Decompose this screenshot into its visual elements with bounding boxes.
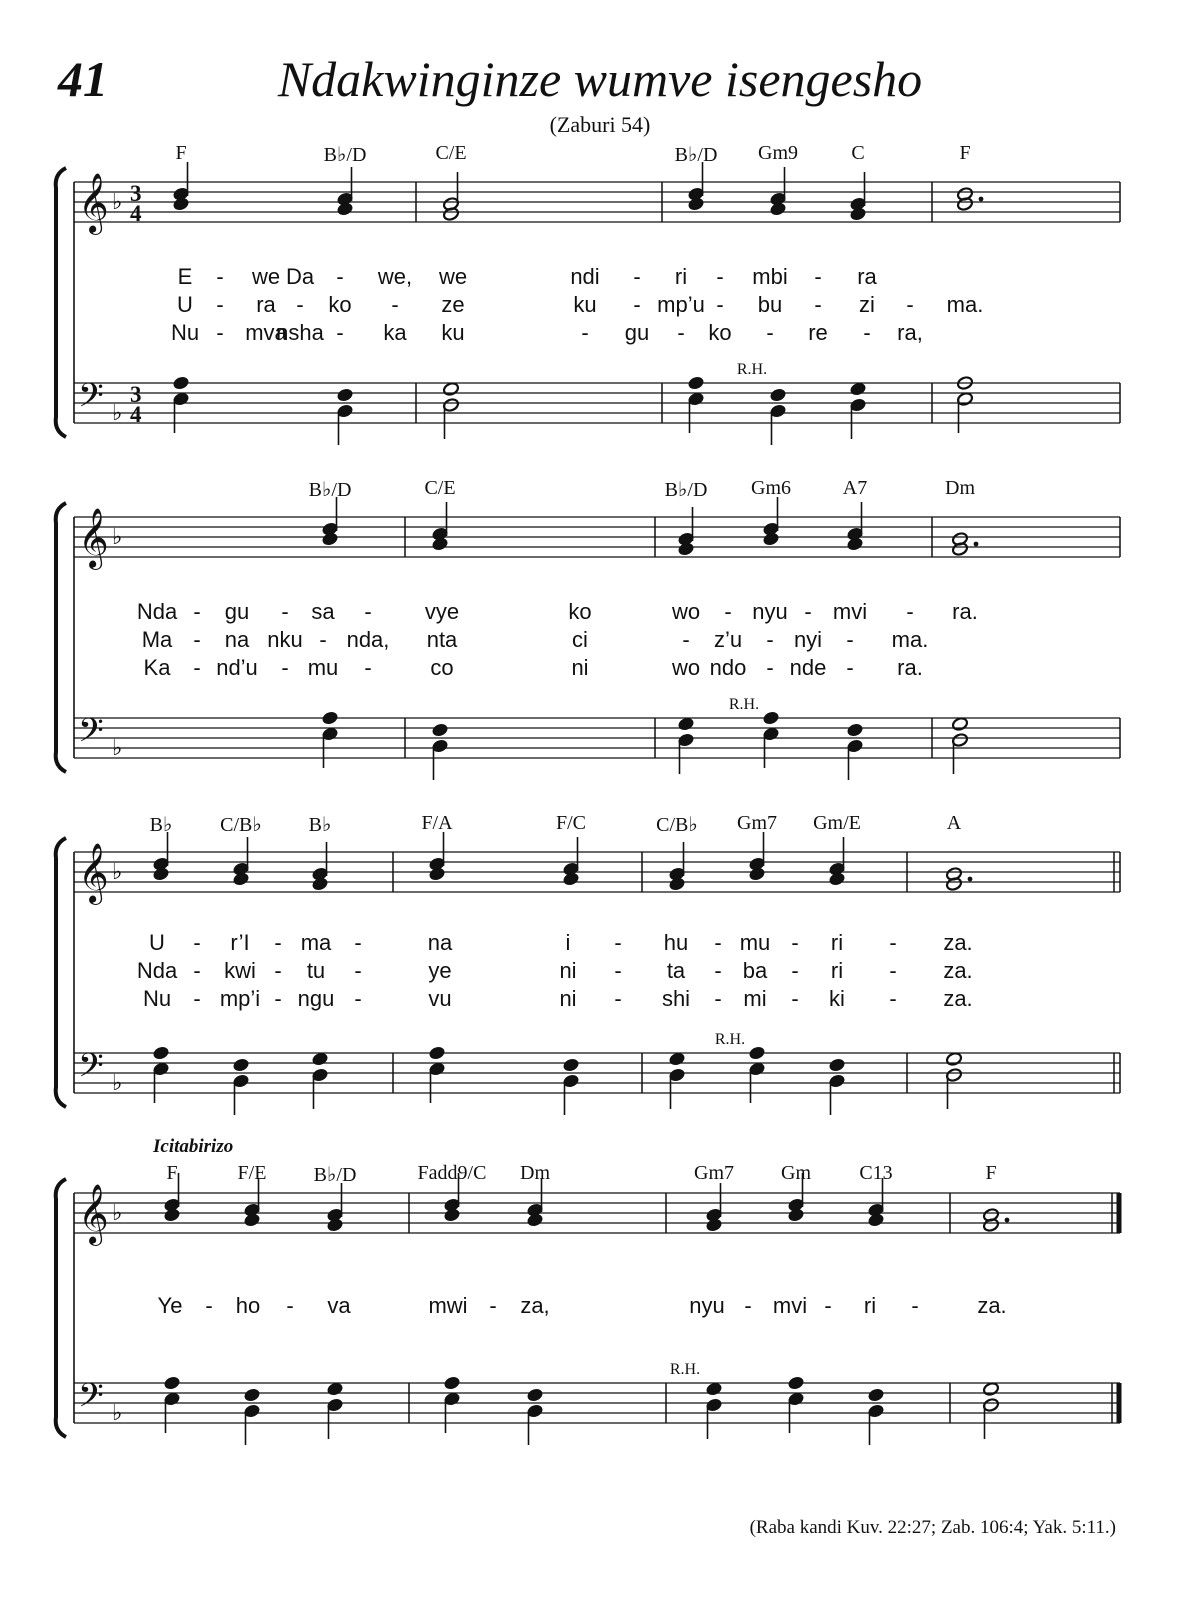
lyric-syllable: ma. [891,627,929,652]
lyric-syllable: i [565,930,571,955]
system-bracket [56,838,66,1107]
lyric-syllable: - [911,1293,919,1318]
lyric-syllable: vye [424,599,460,624]
key-signature-flat-icon: ♭ [112,190,123,215]
lyric-syllable: na [224,627,250,652]
bass-note-head [687,375,704,390]
lyric-syllable: - [744,1293,752,1318]
treble-note-head [326,1217,343,1232]
lyric-syllable: Ma [141,627,173,652]
song-title: Ndakwinginze wumve isengesho [277,51,923,107]
lyric-syllable: ka [383,320,407,345]
lyric-syllable: va [327,1293,351,1318]
lyric-syllable: Nu [170,320,200,345]
lyric-syllable: - [846,627,854,652]
chord-symbol: C/E [435,142,467,164]
lyric-syllable: wo [671,599,701,624]
bass-note-head [172,375,189,390]
lyric-syllable: - [716,292,724,317]
lyric-syllable: gu [624,320,650,345]
lyric-syllable: - [889,986,897,1011]
treble-note-head [867,1212,884,1227]
lyric-syllable: - [814,292,822,317]
lyric-syllable: Da [285,264,315,289]
lyric-syllable: za. [943,986,973,1011]
chord-symbol: Gm7 [694,1162,734,1184]
lyric-syllable: tu [306,958,326,983]
lyric-syllable: mvi [832,599,868,624]
treble-note-head [748,866,765,881]
lyric-syllable: ko [328,292,352,317]
treble-note-head [787,1207,804,1222]
lyric-syllable: ma [300,930,332,955]
song-subtitle: (Zaburi 54) [549,112,651,137]
bass-note-head [945,1051,962,1066]
chord-symbol: B♭/D [664,479,708,501]
bass-note-head [668,1051,685,1066]
rh-marking: R.H. [736,361,768,378]
lyric-syllable: co [430,655,454,680]
treble-note-head [443,1207,460,1222]
treble-note-head [705,1217,722,1232]
chord-symbol: F [959,142,971,164]
lyric-syllable: - [791,930,799,955]
lyric-syllable: bu [757,292,783,317]
song-number: 41 [58,51,108,107]
bass-note-head [828,1057,845,1072]
lyric-syllable: - [193,930,201,955]
bass-note-head [562,1057,579,1072]
lyric-syllable: - [714,930,722,955]
lyric-syllable: - [274,986,282,1011]
lyric-syllable: mp’u [657,292,705,317]
lyric-syllable: ri [863,1293,877,1318]
lyric-syllable: - [216,292,224,317]
rh-marking: R.H. [728,696,760,713]
treble-clef-icon: 𝄞 [78,508,109,568]
time-signature-top: 3 [130,181,142,206]
lyric-syllable: - [193,958,201,983]
lyric-syllable: mwi [428,1293,468,1318]
treble-note-head [243,1212,260,1227]
key-signature-flat-icon: ♭ [112,525,123,550]
lyric-syllable: Ye [157,1293,183,1318]
chord-symbol: F [175,142,187,164]
chord-symbol: Gm [781,1162,811,1184]
lyric-syllable: - [281,599,289,624]
chord-symbol: F/A [421,812,453,834]
bass-note-head [951,716,968,731]
chord-symbol: Gm9 [758,142,798,164]
treble-note-head [687,196,704,211]
lyric-syllable: - [614,958,622,983]
lyric-syllable: za. [977,1293,1007,1318]
system-bracket [56,503,66,772]
treble-note-head [677,541,694,556]
lyric-syllable: U [149,930,165,955]
bass-note-head [867,1387,884,1402]
bass-note-head [442,381,459,396]
lyric-syllable: E [177,264,193,289]
lyric-syllable: vu [428,986,452,1011]
lyric-syllable: - [281,655,289,680]
bass-note-head [443,1375,460,1390]
lyric-syllable: z’u [713,627,743,652]
chord-symbol: C/B♭ [656,814,698,836]
lyric-syllable: - [354,986,362,1011]
chord-symbol: Gm/E [813,812,861,834]
key-signature-flat-icon: ♭ [112,401,123,426]
lyric-syllable: ho [235,1293,261,1318]
dot [979,197,984,202]
treble-note-head [769,201,786,216]
system-bracket [56,1179,66,1437]
lyric-syllable: nsha [276,320,324,345]
treble-clef-icon: 𝄞 [78,843,109,903]
bass-note-head [311,1051,328,1066]
chord-symbol: B♭/D [313,1164,357,1186]
lyric-syllable: mva [245,320,287,345]
lyric-syllable: - [682,627,690,652]
lyric-syllable: - [716,264,724,289]
bass-note-head [526,1387,543,1402]
lyric-syllable: - [296,292,304,317]
lyric-syllable: - [791,958,799,983]
lyric-syllable: - [846,655,854,680]
lyric-syllable: Ka [143,655,171,680]
lyric-syllable: we, [377,264,413,289]
lyric-syllable: - [336,264,344,289]
bass-note-head [762,710,779,725]
bass-note-head [677,716,694,731]
lyric-syllable: - [633,264,641,289]
dot [968,877,973,882]
treble-note-head [828,871,845,886]
lyric-syllable: ku [573,292,597,317]
lyric-syllable: za. [943,930,973,955]
lyric-syllable: - [614,930,622,955]
lyric-syllable: - [364,599,372,624]
treble-note-head [152,866,169,881]
lyric-syllable: - [336,320,344,345]
lyric-syllable: ci [572,627,588,652]
lyric-syllable: kwi [224,958,256,983]
lyric-syllable: ni [559,986,577,1011]
lyric-syllable: - [791,986,799,1011]
lyric-syllable: - [677,320,685,345]
lyric-syllable: ri [830,930,844,955]
lyric-syllable: - [286,1293,294,1318]
lyric-syllable: - [906,292,914,317]
dot [974,542,979,547]
lyric-syllable: - [216,264,224,289]
chord-symbol: Gm6 [751,477,791,499]
treble-note-head [336,201,353,216]
lyric-syllable: mi [743,986,767,1011]
lyric-syllable: wo [671,655,701,680]
treble-clef-icon: 𝄞 [78,1184,109,1244]
lyric-syllable: we [251,264,281,289]
bass-note-head [243,1387,260,1402]
chord-symbol: C/B♭ [220,814,262,836]
lyric-syllable: ko [568,599,592,624]
lyric-syllable: - [193,599,201,624]
treble-note-head [232,871,249,886]
treble-note-head [321,531,338,546]
lyric-syllable: nta [426,627,458,652]
lyric-syllable: ze [441,292,465,317]
bass-clef-icon: 𝄢 [78,377,104,423]
lyric-syllable: sa [311,599,335,624]
bass-note-head [163,1375,180,1390]
rh-marking: R.H. [714,1031,746,1048]
bass-note-head [336,387,353,402]
bass-clef-icon: 𝄢 [78,712,104,758]
lyric-syllable: zi [859,292,875,317]
lyric-syllable: nku [267,627,303,652]
bass-note-head [326,1381,343,1396]
lyric-syllable: - [614,986,622,1011]
treble-note-head [762,531,779,546]
treble-note-head [668,876,685,891]
lyric-syllable: U [177,292,193,317]
chord-symbol: C/E [424,477,456,499]
chord-symbol: A7 [842,477,868,499]
lyric-syllable: nyu [752,599,788,624]
treble-note-head [526,1212,543,1227]
bass-note-head [321,710,338,725]
lyric-syllable: nd’u [216,655,258,680]
chord-symbol: B♭/D [674,144,718,166]
dot [1005,1218,1010,1223]
lyric-syllable: - [193,655,201,680]
bass-clef-icon: 𝄢 [78,1047,104,1093]
lyric-syllable: - [193,986,201,1011]
lyric-syllable: - [889,930,897,955]
lyric-syllable: - [274,958,282,983]
lyric-syllable: ndo [709,655,747,680]
lyric-syllable: - [714,958,722,983]
bass-note-head [748,1045,765,1060]
lyric-syllable: - [633,292,641,317]
time-signature-top: 3 [130,382,142,407]
lyric-syllable: ra [857,264,877,289]
lyric-syllable: - [863,320,871,345]
chord-symbol: B♭ [149,814,173,836]
lyric-syllable: - [216,320,224,345]
chord-symbol: B♭/D [308,479,352,501]
scripture-reference: (Raba kandi Kuv. 22:27; Zab. 106:4; Yak. 5:11.) [749,1517,1116,1538]
lyric-syllable: - [205,1293,213,1318]
lyric-syllable: shi [661,986,691,1011]
key-signature-flat-icon: ♭ [112,1201,123,1226]
chord-symbol: Fadd9/C [417,1162,487,1184]
lyric-syllable: ma. [946,292,984,317]
lyric-syllable: nyu [689,1293,725,1318]
chord-symbol: F [166,1162,178,1184]
bass-note-head [849,381,866,396]
lyric-syllable: - [193,627,201,652]
lyric-syllable: mu [307,655,339,680]
chord-symbol: A [946,812,962,834]
lyric-syllable: ri [674,264,688,289]
system-bracket [56,168,66,437]
lyric-syllable: - [489,1293,497,1318]
lyric-syllable: za. [943,958,973,983]
lyric-syllable: - [354,958,362,983]
chord-symbol: B♭/D [323,144,367,166]
treble-clef-icon: 𝄞 [78,173,109,233]
lyric-syllable: ri [830,958,844,983]
chord-symbol: F/C [555,812,587,834]
treble-note-head [562,871,579,886]
lyric-syllable: - [889,958,897,983]
lyric-syllable: - [814,264,822,289]
lyric-syllable: ngu [297,986,335,1011]
chord-symbol: F/E [237,1162,267,1184]
lyric-syllable: ba [742,958,768,983]
lyric-syllable: ra. [952,599,978,624]
lyric-syllable: mu [739,930,771,955]
lyric-syllable: - [274,930,282,955]
chord-symbol: C [851,142,865,164]
time-signature-bottom: 4 [130,402,142,427]
treble-note-head [849,206,866,221]
lyric-syllable: nde [789,655,827,680]
lyric-syllable: ni [571,655,589,680]
lyric-syllable: nyi [793,627,823,652]
lyric-syllable: nda, [346,627,390,652]
lyric-syllable: - [714,986,722,1011]
bass-note-head [846,722,863,737]
treble-note-head [431,536,448,551]
lyric-syllable: ni [559,958,577,983]
lyric-syllable: ra. [897,655,923,680]
lyric-syllable: ki [829,986,845,1011]
lyric-syllable: Nu [142,986,172,1011]
lyric-syllable: ra [256,292,276,317]
bass-note-head [787,1375,804,1390]
lyric-syllable: mp’i [219,986,261,1011]
lyric-syllable: - [906,599,914,624]
lyric-syllable: - [766,627,774,652]
lyric-syllable: - [581,320,589,345]
treble-note-head [172,196,189,211]
lyric-syllable: ta [666,958,686,983]
chord-symbol: Dm [945,477,975,499]
chord-symbol: Dm [520,1162,550,1184]
lyric-syllable: ye [428,958,452,983]
treble-note-head [163,1207,180,1222]
lyric-syllable: ra, [897,320,923,345]
lyric-syllable: na [427,930,453,955]
lyric-syllable: - [391,292,399,317]
lyric-syllable: mbi [752,264,788,289]
bass-note-head [769,387,786,402]
chord-symbol: B♭ [308,814,332,836]
lyric-syllable: gu [224,599,250,624]
bass-note-head [152,1045,169,1060]
chord-symbol: F [985,1162,997,1184]
treble-note-head [846,536,863,551]
bass-note-head [232,1057,249,1072]
lyric-syllable: ku [441,320,465,345]
bass-clef-icon: 𝄢 [78,1377,104,1423]
lyric-syllable: - [319,627,327,652]
key-signature-flat-icon: ♭ [112,1071,123,1096]
lyric-syllable: za, [520,1293,550,1318]
lyric-syllable: mvi [772,1293,808,1318]
chord-symbol: Gm7 [737,812,777,834]
refrain-label: Icitabirizo [153,1136,234,1157]
bass-note-head [431,722,448,737]
lyric-syllable: - [766,320,774,345]
lyric-syllable: re [808,320,828,345]
treble-note-head [311,876,328,891]
key-signature-flat-icon: ♭ [112,736,123,761]
lyric-syllable: - [354,930,362,955]
lyric-syllable: ko [708,320,732,345]
bass-note-head [982,1381,999,1396]
bass-note-head [428,1045,445,1060]
lyric-syllable: - [364,655,372,680]
bass-note-head [705,1381,722,1396]
rh-marking: R.H. [669,1361,701,1378]
lyric-syllable: - [804,599,812,624]
time-signature-bottom: 4 [130,201,142,226]
key-signature-flat-icon: ♭ [112,1401,123,1426]
lyric-syllable: ndi [570,264,600,289]
lyric-syllable: hu [663,930,689,955]
lyric-syllable: - [724,599,732,624]
chord-symbol: C13 [859,1162,893,1184]
lyric-syllable: r’I [230,930,250,955]
key-signature-flat-icon: ♭ [112,860,123,885]
lyric-syllable: Nda [136,958,178,983]
lyric-syllable: - [766,655,774,680]
lyric-syllable: Nda [136,599,178,624]
lyric-syllable: we [438,264,468,289]
treble-note-head [428,866,445,881]
lyric-syllable: - [824,1293,832,1318]
